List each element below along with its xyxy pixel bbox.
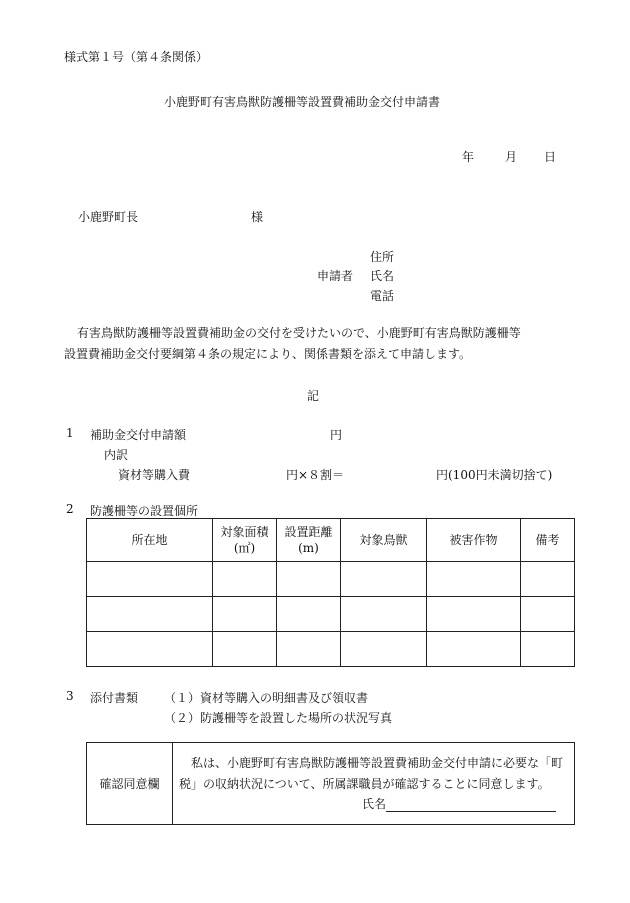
addressee-honorific: 様 bbox=[251, 210, 264, 224]
item2-label: 防護柵等の設置個所 bbox=[90, 504, 199, 518]
consent-name-label: 氏名 bbox=[361, 797, 386, 811]
header-distance-line1: 設置距離 bbox=[284, 524, 333, 539]
consent-label: 確認同意欄 bbox=[87, 743, 173, 825]
date-year-label: 年 bbox=[462, 150, 475, 164]
cell-animal[interactable] bbox=[341, 597, 427, 632]
header-area-line2: (㎡) bbox=[233, 541, 256, 555]
table-header-row bbox=[87, 519, 575, 562]
cell-crop[interactable] bbox=[427, 597, 521, 632]
consent-signature bbox=[173, 795, 574, 816]
item1-label: 補助金交付申請額 bbox=[90, 428, 187, 442]
installation-table bbox=[86, 518, 575, 667]
header-distance-line2: (m) bbox=[298, 541, 319, 555]
cell-animal[interactable] bbox=[341, 562, 427, 597]
cell-crop[interactable] bbox=[427, 562, 521, 597]
body-text-line2: 設置費補助金交付要綱第４条の規定により、関係書類を添えて申請します。 bbox=[64, 347, 472, 361]
header-remarks: 備考 bbox=[521, 519, 575, 562]
cell-distance[interactable] bbox=[277, 632, 341, 667]
header-area bbox=[213, 519, 277, 562]
cell-area[interactable] bbox=[213, 632, 277, 667]
cell-distance[interactable] bbox=[277, 597, 341, 632]
cell-area[interactable] bbox=[213, 597, 277, 632]
table-row bbox=[87, 562, 575, 597]
signature-line[interactable] bbox=[386, 797, 556, 812]
cell-crop[interactable] bbox=[427, 632, 521, 667]
header-location: 所在地 bbox=[87, 519, 213, 562]
consent-text: 私は、小鹿野町有害鳥獣防護柵等設置費補助金交付申請に必要な「町税」の収納状況について、所属課職員が確認することに同意します。 bbox=[179, 756, 564, 791]
item3-number: 3 bbox=[66, 689, 74, 703]
document-title: 小鹿野町有害鳥獣防護柵等設置費補助金交付申請書 bbox=[164, 95, 441, 109]
materials-label: 資材等購入費 bbox=[118, 468, 191, 482]
applicant-label: 申請者 bbox=[317, 269, 354, 283]
cell-remarks[interactable] bbox=[521, 632, 575, 667]
applicant-address-label: 住所 bbox=[370, 250, 395, 264]
date-month-label: 月 bbox=[505, 150, 518, 164]
cell-distance[interactable] bbox=[277, 562, 341, 597]
attachment-doc2: （２）防護柵等を設置した場所の状況写真 bbox=[164, 711, 393, 725]
table-row bbox=[87, 597, 575, 632]
attachment-doc1: （１）資材等購入の明細書及び領収書 bbox=[164, 691, 369, 705]
table-row bbox=[87, 632, 575, 667]
header-crop: 被害作物 bbox=[427, 519, 521, 562]
consent-content bbox=[173, 743, 575, 825]
cell-area[interactable] bbox=[213, 562, 277, 597]
item1-yen: 円 bbox=[330, 428, 343, 442]
item2-number: 2 bbox=[66, 502, 74, 516]
header-distance bbox=[277, 519, 341, 562]
materials-multiplier: 円×８割＝ bbox=[286, 468, 345, 482]
header-animal: 対象鳥獣 bbox=[341, 519, 427, 562]
cell-animal[interactable] bbox=[341, 632, 427, 667]
body-text-line1: 有害鳥獣防護柵等設置費補助金の交付を受けたいので、小鹿野町有害鳥獣防護柵等 bbox=[77, 326, 521, 340]
applicant-name-label: 氏名 bbox=[370, 269, 395, 283]
header-area-line1: 対象面積 bbox=[220, 524, 269, 539]
form-number: 様式第１号（第４条関係） bbox=[64, 50, 209, 64]
ki-label: 記 bbox=[307, 389, 320, 403]
cell-location[interactable] bbox=[87, 562, 213, 597]
cell-remarks[interactable] bbox=[521, 597, 575, 632]
rounding-note: 円(100円未満切捨て) bbox=[436, 468, 553, 482]
addressee-name: 小鹿野町長 bbox=[78, 210, 139, 224]
consent-box bbox=[86, 742, 575, 825]
item3-label: 添付書類 bbox=[90, 691, 139, 705]
cell-location[interactable] bbox=[87, 632, 213, 667]
applicant-phone-label: 電話 bbox=[370, 289, 395, 303]
cell-location[interactable] bbox=[87, 597, 213, 632]
date-day-label: 日 bbox=[544, 150, 557, 164]
item1-number: 1 bbox=[66, 426, 74, 440]
cell-remarks[interactable] bbox=[521, 562, 575, 597]
breakdown-label: 内訳 bbox=[104, 448, 129, 462]
